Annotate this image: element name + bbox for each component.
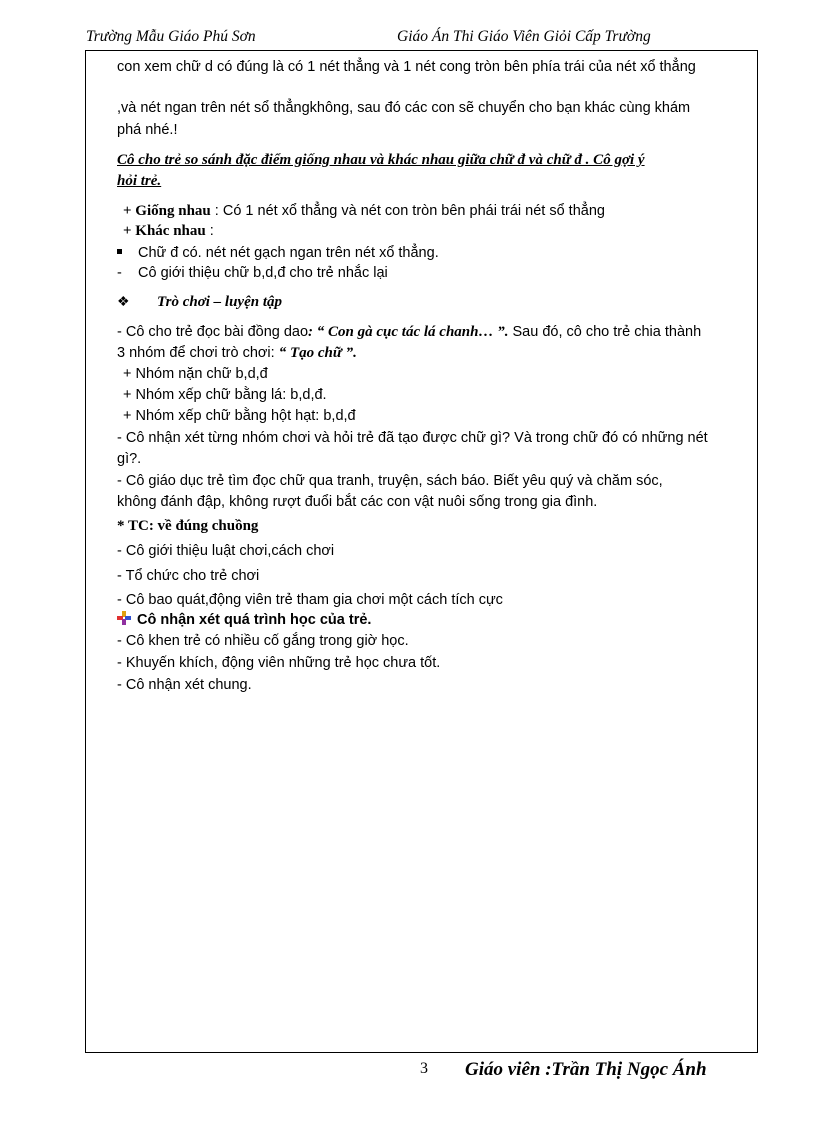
diamond-bullet-icon: ❖ — [117, 295, 130, 310]
difference-item: Chữ đ có. nét nét gạch ngan trên nét xổ thẳng. — [117, 243, 439, 263]
reading-line: - Cô cho trẻ đọc bài đồng dao: “ Con gà cục tác lá chanh… ”. Sau đó, cô cho trẻ chia thành — [117, 324, 702, 340]
tc-heading: * TC: về đúng chuồng — [117, 518, 259, 534]
page-header — [86, 26, 758, 51]
tc-item: - Cô bao quát,động viên trẻ tham gia chơi một cách tích cực — [117, 592, 503, 608]
tc-item: - Tổ chức cho trẻ chơi — [117, 568, 260, 584]
similarity-label: + Giống nhau — [123, 203, 211, 219]
compare-heading: Cô cho trẻ so sánh đặc điểm giống nhau và khác nhau giữa chữ đ và chữ đ . Cô gợi ý — [117, 152, 645, 168]
education-line: không đánh đập, không rượt đuổi bắt các con vật nuôi sống trong gia đình. — [117, 494, 598, 510]
group-item: + Nhóm xếp chữ bằng lá: b,d,đ. — [123, 387, 327, 403]
evaluation-item: - Cô khen trẻ có nhiều cố gắng trong giờ học. — [117, 633, 409, 649]
tc-item: - Cô giới thiệu luật chơi,cách chơi — [117, 543, 335, 559]
square-bullet-icon — [117, 249, 122, 254]
paragraph-line: ,và nét ngan trên nét sổ thẳngkhông, sau đó các con sẽ chuyển cho bạn khác cùng khám — [117, 100, 691, 116]
group-item: + Nhóm nặn chữ b,d,đ — [123, 366, 268, 382]
review-line: gì?. — [117, 451, 142, 467]
difference-label: + Khác nhau — [123, 223, 206, 239]
school-name: Trường Mẫu Giáo Phú Sơn — [86, 28, 256, 45]
teacher-name: Giáo viên :Trần Thị Ngọc Ánh — [465, 1059, 707, 1080]
game-heading: ❖ Trò chơi – luyện tập — [117, 292, 282, 313]
cross-bullet-icon — [117, 611, 131, 625]
similarity-text: : Có 1 nét xổ thẳng và nét con tròn bên phái trái nét sổ thẳng — [210, 203, 605, 219]
document-title: Giáo Án Thi Giáo Viên Giỏi Cấp Trường — [397, 28, 651, 45]
paragraph-line: con xem chữ d có đúng là có 1 nét thẳng và 1 nét cong tròn bên phía trái của nét xổ thẳng — [117, 59, 696, 75]
education-line: - Cô giáo dục trẻ tìm đọc chữ qua tranh, truyện, sách báo. Biết yêu quý và chăm sóc, — [117, 473, 663, 489]
intro-item: - Cô giới thiệu chữ b,d,đ cho trẻ nhắc lại — [117, 265, 388, 281]
group-item: + Nhóm xếp chữ bằng hột hạt: b,d,đ — [123, 408, 356, 424]
evaluation-heading: Cô nhận xét quá trình học của trẻ. — [117, 610, 371, 630]
evaluation-item: - Cô nhận xét chung. — [117, 677, 252, 693]
evaluation-item: - Khuyến khích, động viên những trẻ học chưa tốt. — [117, 655, 441, 671]
review-line: - Cô nhận xét từng nhóm chơi và hỏi trẻ đã tạo được chữ gì? Và trong chữ đó có những nét — [117, 430, 708, 446]
compare-heading: hỏi trẻ. — [117, 173, 162, 189]
page-number: 3 — [420, 1060, 428, 1077]
groups-line: 3 nhóm để chơi trò chơi: “ Tạo chữ ”. — [117, 345, 357, 361]
similarity-line — [123, 201, 605, 221]
difference-line: + Khác nhau : — [123, 223, 214, 239]
paragraph-line: phá nhé.! — [117, 122, 178, 138]
